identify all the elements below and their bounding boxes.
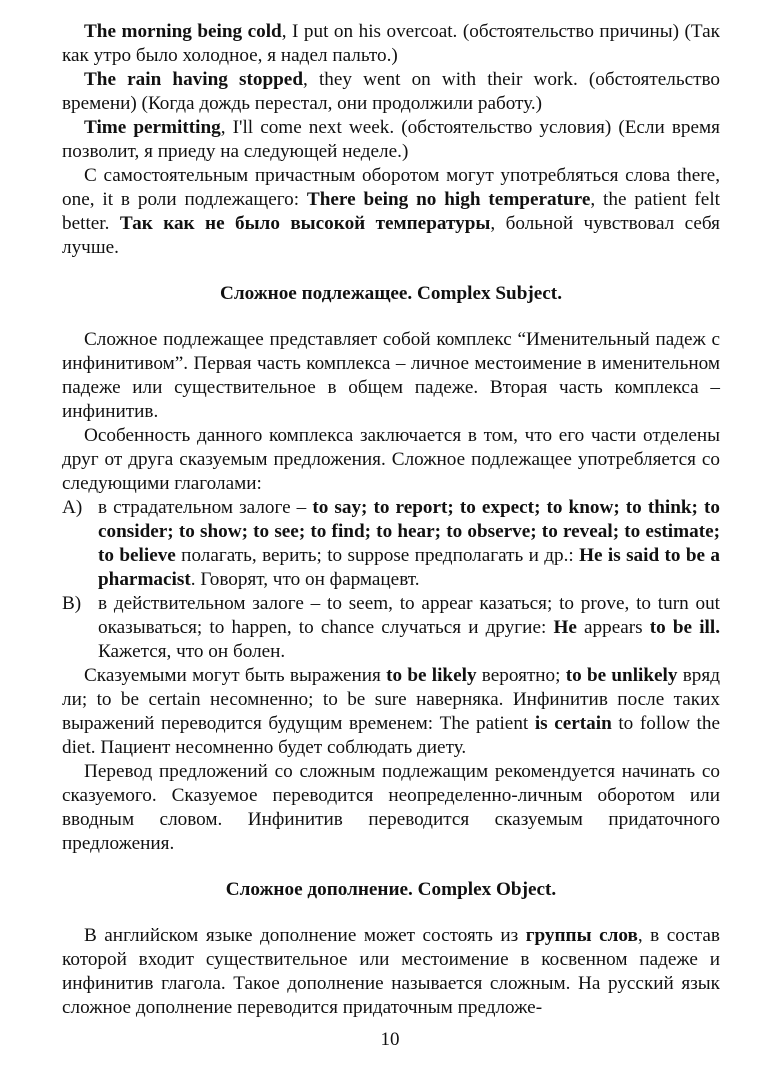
paragraph-there-being <box>62 164 720 260</box>
example-bold: He <box>553 617 577 638</box>
expression-bold: to be unlikely <box>565 665 678 686</box>
list-text: в страдательном залоге – <box>98 497 313 518</box>
term-bold: группы слов <box>525 925 638 946</box>
list-text: в действительном залоге – to seem, to appear казаться; to prove, to turn out оказываться; to happen, to chance случаться и другие: <box>98 593 720 638</box>
section-heading-complex-subject: Сложное подлежащее. Complex Subject. <box>220 283 562 304</box>
expression-bold: is certain <box>534 713 612 734</box>
paragraph-text: вряд ли; to be certain несомненно; to be sure наверняка. Инфинитив после таких выражений переводится будущим временем: The patient <box>62 665 720 734</box>
paragraph-example-time <box>62 68 720 116</box>
list-marker: В) <box>62 593 82 614</box>
example-bold: to be ill. <box>649 617 720 638</box>
paragraph-text: , I'll come next week. (обстоятельство условия) (Если время позволит, я приеду на следующей неделе.) <box>62 117 720 162</box>
paragraph-text: , the patient felt better. <box>62 189 720 234</box>
paragraph-example-condition <box>62 116 720 164</box>
paragraph-text: В английском языке дополнение может состоять из <box>84 925 526 946</box>
list-marker: А) <box>62 497 83 518</box>
list-text: Кажется, что он болен. <box>98 641 286 662</box>
translation-bold: Так как не было высокой температуры <box>119 213 491 234</box>
paragraph-text: , в состав которой входит существительное или местоимение в косвенном падеже и инфинитив глагола. Такое дополнение называется сложным. На русский язык сложное дополнение переводится придаточным предложе- <box>62 925 720 1018</box>
example-bold: The morning being cold <box>84 21 282 42</box>
paragraph-example-cause <box>62 20 720 68</box>
paragraph-text: , they went on with their work. (обстоятельство времени) (Когда дождь перестал, они продолжили работу.) <box>62 69 720 114</box>
example-bold: Time permitting <box>84 117 221 138</box>
list-text: . Говорят, что он фармацевт. <box>190 569 420 590</box>
paragraph-text: , больной чувствовал себя лучше. <box>62 213 721 258</box>
example-bold: The rain having stopped <box>84 69 303 90</box>
paragraph-complex-subject-definition: Сложное подлежащее представляет собой комплекс “Именительный падеж с инфинитивом”. Первая часть комплекса – личное местоимение в именительном падеже или существительное в общем падеже. Вторая часть комплекса – инфинитив. <box>62 329 720 422</box>
paragraph-predicate-expressions <box>62 664 720 760</box>
list-text: полагать, верить; to suppose предполагать и др.: <box>175 545 580 566</box>
page-number: 10 <box>380 1029 400 1050</box>
example-bold: There being no high temperature <box>306 189 591 210</box>
paragraph-text: С самостоятельным причастным оборотом могут употребляться слова there, one, it в роли подлежащего: <box>62 165 720 210</box>
page-body <box>62 20 720 1020</box>
paragraph-text: , I put on his overcoat. (обстоятельство причины) (Так как утро было холодное, я надел пальто.) <box>62 21 720 66</box>
section-heading-complex-object: Сложное дополнение. Complex Object. <box>225 879 557 900</box>
list-text: appears <box>576 617 650 638</box>
list-item-text <box>98 592 720 664</box>
paragraph-complex-object-definition <box>62 924 720 1020</box>
paragraph-complex-subject-feature: Особенность данного комплекса заключается в том, что его части отделены друг от друга сказуемым предложения. Сложное подлежащее употребляется со следующими глаголами: <box>62 425 720 494</box>
expression-bold: to be likely <box>386 665 477 686</box>
paragraph-text: to follow the diet. Пациент несомненно будет соблюдать диету. <box>62 713 720 758</box>
list-item-text <box>98 496 720 592</box>
paragraph-text: вероятно; <box>476 665 566 686</box>
paragraph-text: Сказуемыми могут быть выражения <box>84 665 387 686</box>
paragraph-translation-advice: Перевод предложений со сложным подлежащим рекомендуется начинать со сказуемого. Сказуемое переводится неопределенно-личным оборотом или вводным словом. Инфинитив переводится сказуемым придаточного предложения. <box>62 761 720 854</box>
example-bold: He is said to be a pharmacist <box>98 545 720 590</box>
list-item-passive-voice <box>62 496 720 592</box>
list-item-active-voice <box>62 592 720 664</box>
verb-list-bold: to say; to report; to expect; to know; to think; to consider; to show; to see; to find; to hear; to observe; to reveal; to estimate; to believe <box>98 497 720 566</box>
